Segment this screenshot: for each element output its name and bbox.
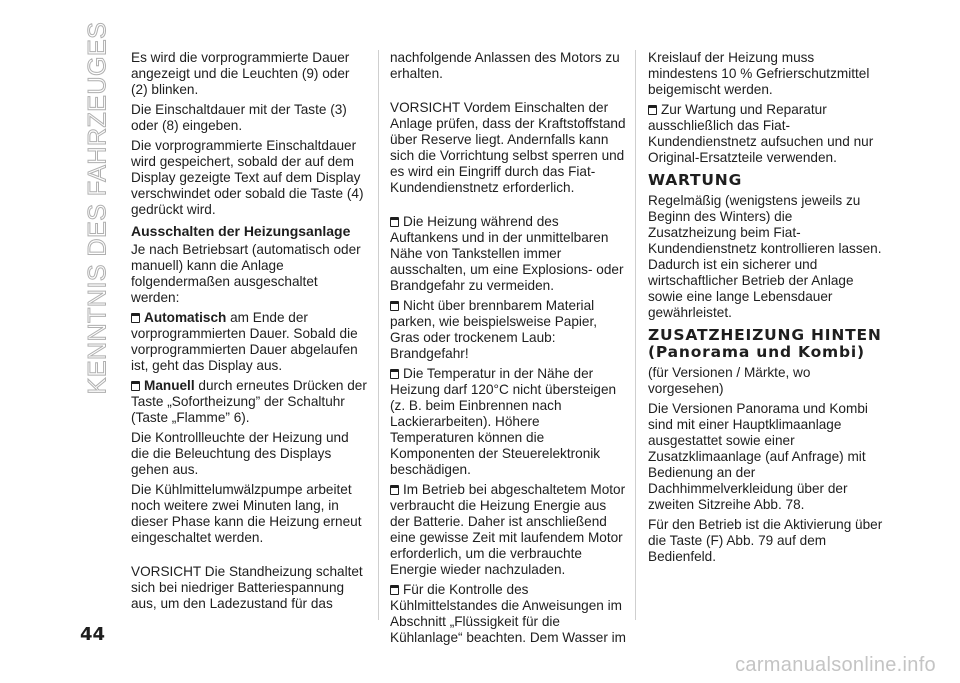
warning-paragraph: VORSICHT Die Standheizung schaltet sich bei niedriger Batteriespannung aus, um den Ladezustand für das	[131, 564, 363, 611]
bullet-lead: Manuell	[144, 378, 195, 393]
section-heading: ZUSATZHEIZUNG HINTEN (Panorama und Kombi)	[648, 326, 882, 361]
section-heading: WARTUNG	[648, 171, 743, 189]
bullet-icon	[390, 485, 399, 495]
bullet-text: Nicht über brennbarem Material parken, wie beispielsweise Papier, Gras oder trockenem Laub: Brandgefahr!	[390, 298, 598, 361]
bullet-item	[390, 366, 626, 478]
bullet-icon	[390, 585, 399, 595]
page-number: 44	[80, 624, 106, 645]
text-column-2	[390, 50, 626, 650]
bullet-text: durch erneutes Drücken der Taste „Sofortheizung” der Schaltuhr (Taste „Flamme” 6).	[131, 378, 367, 425]
bullet-icon	[131, 381, 140, 391]
bullet-lead: Automatisch	[144, 310, 227, 325]
bullet-text: Im Betrieb bei abgeschaltetem Motor verbraucht die Heizung Energie aus der Batterie. Daher ist anschließend eine gewisse Zeit mit laufendem Motor erforderlich, um die verbrauchte Energie wieder nachzuladen.	[390, 482, 626, 577]
bullet-item	[648, 102, 884, 166]
paragraph: Es wird die vorprogrammierte Dauer angezeigt und die Leuchten (9) oder (2) blinken.	[131, 50, 350, 97]
text-column-3	[648, 50, 884, 569]
bullet-icon	[390, 217, 399, 227]
paragraph: Die Kühlmittelumwälzpumpe arbeitet noch weitere zwei Minuten lang, in dieser Phase kann die Heizung erneut eingeschaltet werden.	[131, 482, 362, 545]
bullet-text: Für die Kontrolle des Kühlmittelstandes die Anweisungen im Abschnitt „Flüssigkeit für die Kühlanlage“ beachten. Dem Wasser im	[390, 582, 626, 645]
paragraph: Die Einschaltdauer mit der Taste (3) oder (8) eingeben.	[131, 102, 347, 133]
column-divider	[378, 50, 379, 620]
section-side-tab	[76, 21, 120, 395]
paragraph: Regelmäßig (wenigstens jeweils zu Beginn des Winters) die Zusatzheizung beim Fiat-Kundendienstnetz kontrollieren lassen. Dadurch ist ein sicherer und wirtschaftlicher Betrieb der Anlage sowie eine lange Lebensdauer gewährleistet.	[648, 193, 882, 320]
paragraph: Je nach Betriebsart (automatisch oder manuell) kann die Anlage folgendermaßen ausgeschaltet werden:	[131, 242, 361, 305]
watermark: carmanualsonline.info	[735, 654, 936, 676]
section-title: KENNTNIS DES FAHRZEUGES	[83, 21, 112, 395]
paragraph: Die Kontrollleuchte der Heizung und die die Beleuchtung des Displays gehen aus.	[131, 430, 349, 477]
bullet-item	[131, 310, 367, 374]
text-column-1	[131, 50, 367, 616]
paragraph: Die Versionen Panorama und Kombi sind mit einer Hauptklimaanlage ausgestattet sowie einer Zusatzklimaanlage (auf Anfrage) mit Bedienung an der Dachhimmelverkleidung über der zweiten Sitzreihe Abb. 78.	[648, 401, 868, 512]
paragraph: nachfolgende Anlassen des Motors zu erhalten.	[390, 50, 620, 81]
bullet-item	[131, 378, 367, 426]
paragraph: Kreislauf der Heizung muss mindestens 10 % Gefrierschutzmittel beigemischt werden.	[648, 50, 870, 97]
bullet-item	[390, 214, 626, 294]
bullet-item	[390, 582, 626, 646]
bullet-icon	[131, 313, 140, 323]
section-heading: Ausschalten der Heizungsanlage	[131, 223, 351, 239]
bullet-text: Die Temperatur in der Nähe der Heizung darf 120°C nicht übersteigen (z. B. beim Einbrennen nach Lackierarbeiten). Höhere Temperaturen können die Komponenten der Steuerelektronik beschädigen.	[390, 366, 617, 477]
bullet-text: Zur Wartung und Reparatur ausschließlich das Fiat-Kundendienstnetz aufsuchen und nur Original-Ersatzteile verwenden.	[648, 102, 874, 165]
bullet-icon	[648, 105, 657, 115]
column-divider	[635, 50, 636, 620]
bullet-icon	[390, 369, 399, 379]
bullet-icon	[390, 301, 399, 311]
paragraph: Für den Betrieb ist die Aktivierung über die Taste (F) Abb. 79 auf dem Bedienfeld.	[648, 517, 883, 564]
paragraph: Die vorprogrammierte Einschaltdauer wird gespeichert, sobald der auf dem Display gezeigte Text auf dem Display verschwindet oder sobald die Taste (4) gedrückt wird.	[131, 138, 364, 217]
bullet-text: am Ende der vorprogrammierten Dauer. Sobald die vorprogrammierten Dauer abgelaufen ist, geht das Display aus.	[131, 310, 358, 373]
bullet-text: Die Heizung während des Auftankens und in der unmittelbaren Nähe von Tankstellen immer ausschalten, um eine Explosions- oder Brandgefahr zu vermeiden.	[390, 214, 624, 293]
warning-paragraph: VORSICHT Vordem Einschalten der Anlage prüfen, dass der Kraftstoffstand über Reserve liegt. Andernfalls kann sich die Vorrichtung selbst sperren und es wird ein Eingriff durch das Fiat-Kundendienstnetz erforderlich.	[390, 100, 626, 195]
paragraph: (für Versionen / Märkte, wo vorgesehen)	[648, 365, 811, 396]
bullet-item	[390, 298, 626, 362]
bullet-item	[390, 482, 626, 578]
